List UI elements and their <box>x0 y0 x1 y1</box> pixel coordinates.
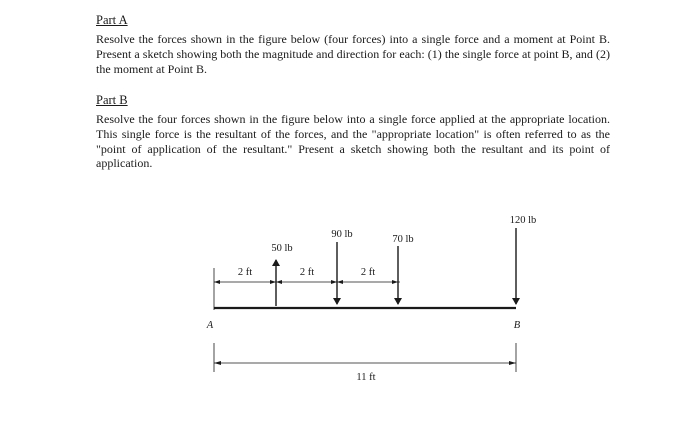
dim-arrow-icon <box>509 361 516 365</box>
force-label-50lb: 50 lb <box>271 243 293 254</box>
dim-arrow-icon <box>270 280 276 284</box>
total-length-label: 11 ft <box>356 372 376 383</box>
point-b-label: B <box>513 320 521 331</box>
part-b-text: Resolve the four forces shown in the figure below into a single force applied at the appropriate location. This single force is the resultant of the forces, and the "appropriate location" is often referred to as the "point of application of the resultant." Present a sketch showing both the resultant and its point of application. <box>96 112 610 171</box>
point-a-label: A <box>206 320 214 331</box>
dim-arrow-icon <box>214 361 221 365</box>
force-label-70lb: 70 lb <box>392 234 414 245</box>
dim-arrow-icon <box>214 280 220 284</box>
force-label-90lb: 90 lb <box>331 229 353 240</box>
part-b-title: Part B <box>96 93 128 107</box>
spacing-label-1: 2 ft <box>237 267 253 278</box>
force-label-120lb: 120 lb <box>509 215 537 226</box>
part-a-title: Part A <box>96 13 128 27</box>
dim-arrow-icon <box>337 280 343 284</box>
part-a-text: Resolve the forces shown in the figure below (four forces) into a single force and a moment at Point B. Present a sketch showing both the magnitude and direction for each: (1) the single force at point B, and (2) the moment at Point B. <box>96 32 610 76</box>
spacing-label-2: 2 ft <box>299 267 315 278</box>
dim-arrow-icon <box>331 280 337 284</box>
spacing-label-3: 2 ft <box>360 267 376 278</box>
dim-arrow-icon <box>392 280 398 284</box>
dim-arrow-icon <box>276 280 282 284</box>
